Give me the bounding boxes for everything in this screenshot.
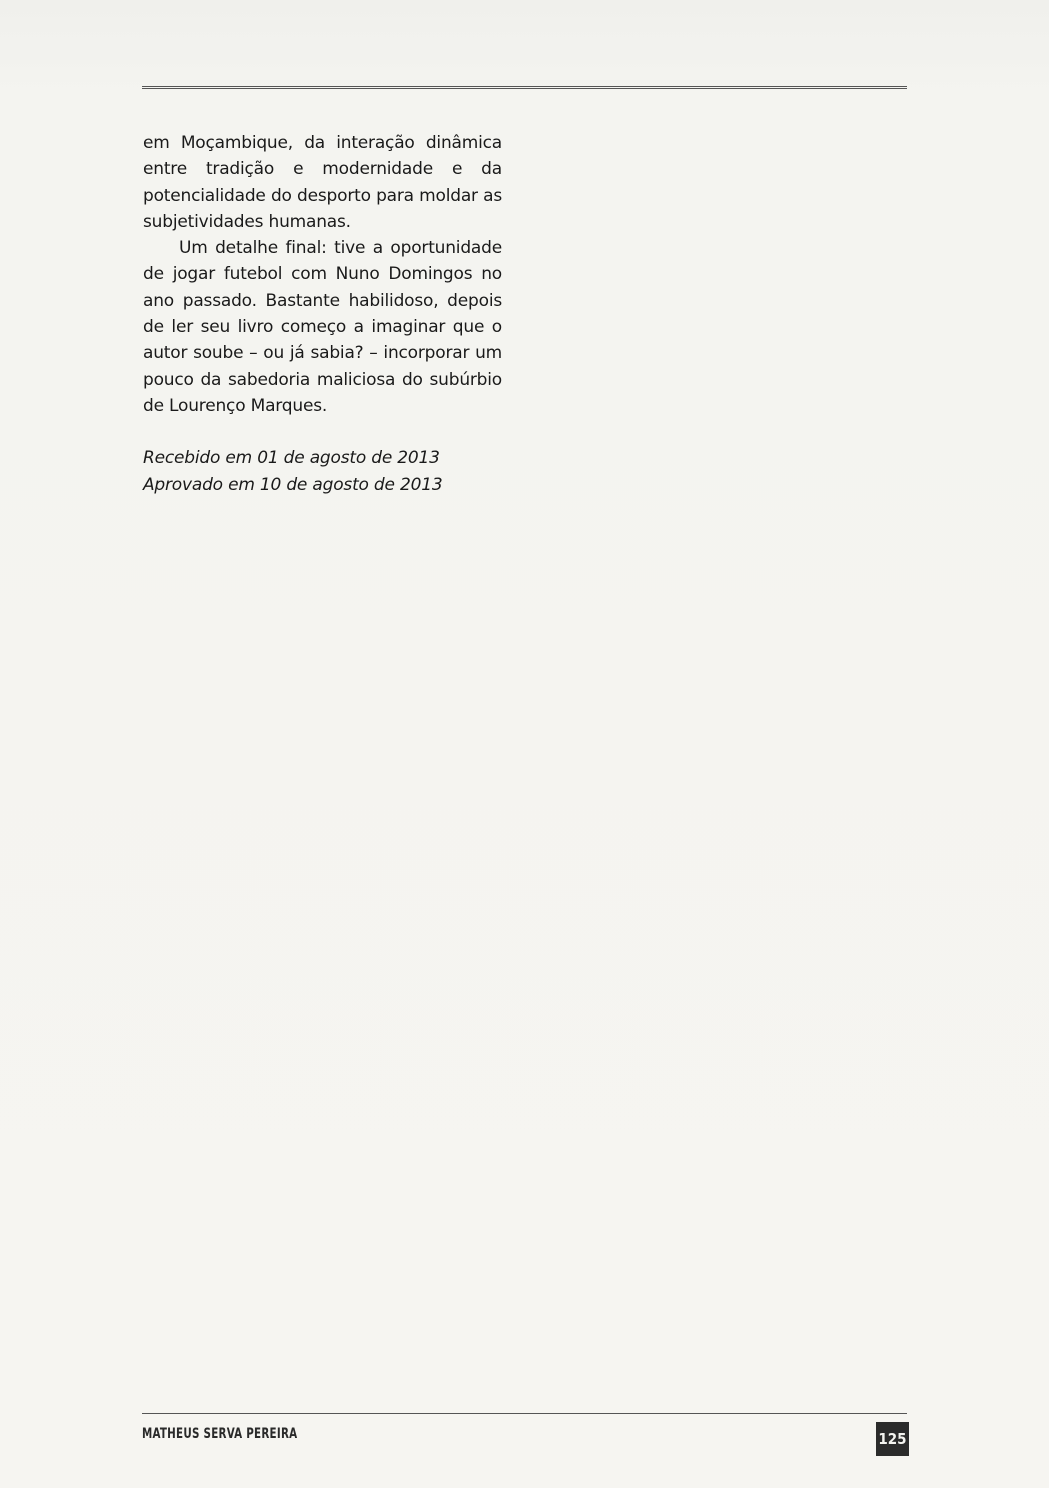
paragraph-continuation: em Moçambique, da interação dinâmica entre tradição e modernidade e da potencialidade do desporto para moldar as subjetividades humanas. (143, 133, 502, 232)
approved-date: Aprovado em 10 de agosto de 2013 (143, 474, 443, 495)
submission-dates (143, 445, 502, 498)
page-number: 125 (876, 1422, 909, 1456)
footer-rule (142, 1413, 907, 1414)
text-column (143, 130, 502, 498)
running-footer-author: MATHEUS SERVA PEREIRA (142, 1426, 298, 1442)
received-date: Recebido em 01 de agosto de 2013 (143, 448, 440, 469)
header-rule (142, 86, 907, 89)
paragraph-final-detail: Um detalhe final: tive a oportunidade de jogar futebol com Nuno Domingos no ano passado. Bastante habilidoso, depois de ler seu livro começo a imaginar que o autor soube – ou já sabia? – incorporar um pouco da sabedoria maliciosa do subúrbio de Lourenço Marques. (143, 238, 502, 416)
